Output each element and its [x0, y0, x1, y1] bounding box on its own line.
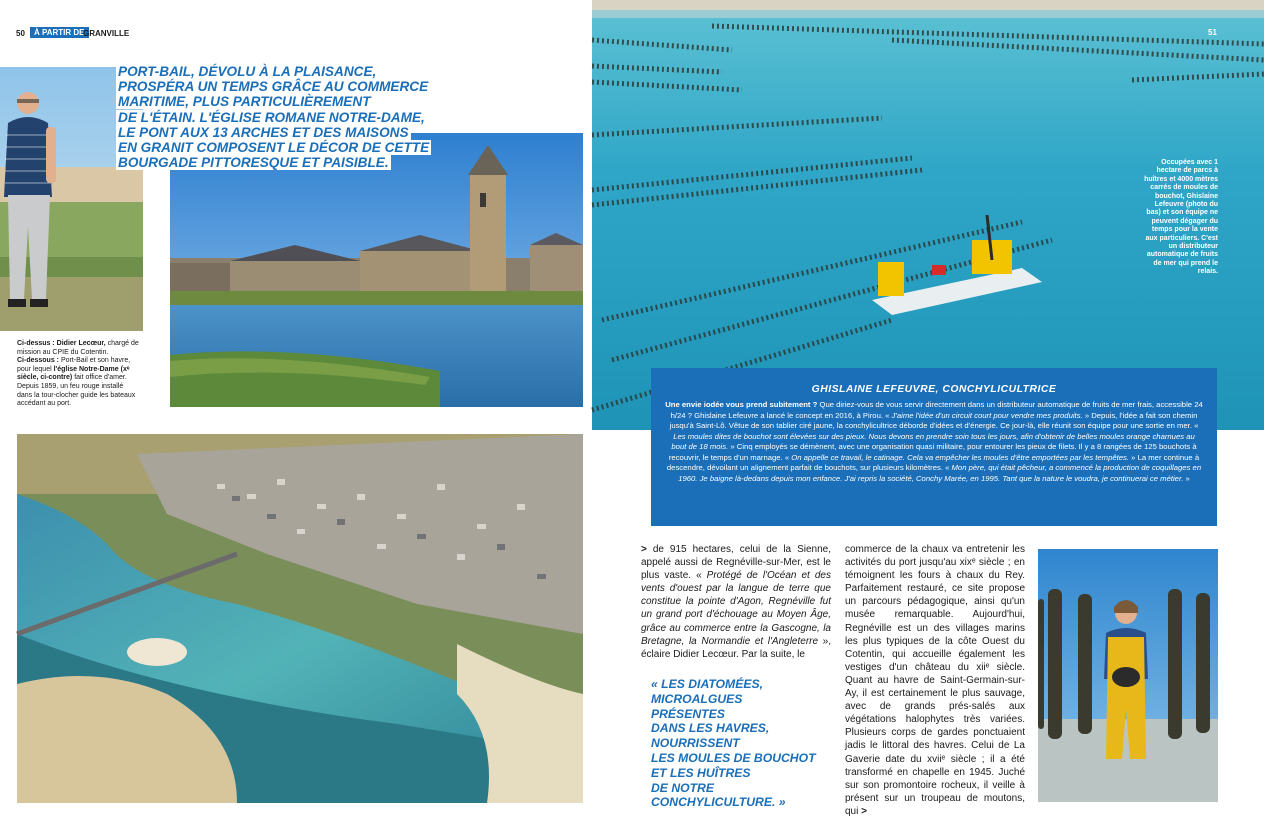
caption-right: Occupées avec 1 hectare de parcs à huîtres et 4000 mètres carrés de moules de bouchot, Ghislaine Lefeuvre (photo du bas) et son équipe ne peuvent dégager du temps pour la vente aux particuliers. C'est un distributeur automatique de fruits de mer qui prend le relais.: [1144, 159, 1218, 276]
box-quote: J'aime l'idée d'un circuit court pour vendre mes produits.: [891, 410, 1083, 420]
headline-line: MARITIME, PLUS PARTICULIÈREMENT: [118, 94, 371, 110]
body-column-1: [641, 543, 831, 661]
section-city: GRANVILLE: [83, 29, 130, 38]
pull-quote-line: DE NOTRE: [651, 780, 714, 795]
pull-quote-line: DANS LES HAVRES,: [651, 721, 770, 736]
caption-text: chargé de mission au CPIE du Cotentin.: [17, 340, 139, 356]
headline-line: BOURGADE PITTORESQUE ET PAISIBLE.: [118, 155, 389, 171]
box-text-part: »: [1183, 473, 1190, 483]
pull-quote-line: NOURRISSENT: [651, 736, 740, 751]
body-text: », éclaire Didier Lecœur. Par la suite, le: [641, 635, 831, 660]
headline-line: PROSPÉRA UN TEMPS GRÂCE AU COMMERCE: [118, 79, 429, 95]
box-text-part: » La mer continue à descendre, dévoilant un alignement parfait de bouchots, sur plusieurs kilomètres. «: [666, 452, 1200, 472]
interview-box: [651, 368, 1217, 526]
continue-arrow: >: [641, 544, 653, 555]
pull-quote-line: MICROALGUES: [651, 691, 743, 706]
page-number-left: 50: [16, 29, 25, 38]
body-quote: Protégé de l'Océan et des vents d'ouest par la langue de terre que constitue la pointe d'Agon, Regnéville fut un grand port d'échouage au Moyen Âge, grâce au commerce entre la Gascogne, la Bretagne, la Normandie et l'Angleterre: [641, 570, 831, 647]
caption-bold: l'église Notre-Dame (xᵉ siècle, ci-contre): [17, 365, 130, 382]
box-text-part: Que diriez-vous de vous servir directement dans un distributeur automatique de fruits de mer frais, accessible 24 h/24 ? Ghislaine Lefeuvre a lancé le concept en 2016, à Pirou. «: [670, 400, 1203, 420]
headline-line: PORT-BAIL, DÉVOLU À LA PLAISANCE,: [118, 64, 377, 79]
box-text-part: » Cinq employés se démènent, avec une organisation quasi militaire, pour entourer les pieux de filets. Il y a 8 rangées de 125 bouchots à recouvrir, le temps d'un marnage. «: [668, 442, 1197, 462]
pull-quote: [651, 677, 833, 810]
caption-bold: Ci-dessous :: [17, 357, 60, 365]
page-number-right: 51: [1208, 28, 1217, 37]
box-text: [665, 400, 1203, 484]
pull-quote-line: LES MOULES DE BOUCHOT: [651, 750, 816, 765]
photo-aerial-havre: [17, 434, 583, 803]
headline-line: LE PONT AUX 13 ARCHES ET DES MAISONS: [118, 124, 409, 140]
pull-quote-line: « LES DIATOMÉES,: [651, 677, 763, 691]
pull-quote-line: CONCHYLICULTURE. »: [651, 795, 786, 810]
caption-bold: Ci-dessus : Didier Lecœur,: [17, 340, 106, 347]
box-text-part: » Depuis, l'idée a fait son chemin jusqu'à Saint-Lô. Vêtue de son tablier ciré jaune, la conchylicultrice déborde d'idées et d'énergie. Ce jour-là, elle réunit son équipe pour une sortie en mer. «: [669, 410, 1199, 430]
caption-left: [17, 340, 140, 409]
photo-portbail-church: [170, 133, 583, 407]
body-text: de 915 hectares, celui de la Sienne, appelé aussi de Regnéville-sur-Mer, est le plus vaste. «: [641, 544, 832, 582]
section-tag: À PARTIR DE: [30, 27, 89, 38]
continue-arrow: >: [858, 805, 867, 817]
headline: [116, 64, 436, 170]
box-quote: Les moules dites de bouchot sont élevées sur des pieux. Nous devons en prendre soin tous les jours, afin d'obtenir de belles moules orange charnues au bout de 18 mois.: [671, 431, 1195, 451]
headline-line: EN GRANIT COMPOSENT LE DÉCOR DE CETTE: [118, 140, 430, 156]
caption-text: fait office d'amer. Depuis 1859, un feu rouge installé dans la tour-clocher guide les bateaux accédant au port.: [17, 374, 136, 408]
caption-text: Port-Bail et son havre, pour lequel: [17, 357, 131, 373]
headline-line: DE L'ÉTAIN. L'ÉGLISE ROMANE NOTRE-DAME,: [118, 109, 425, 125]
body-column-2: [845, 543, 1025, 818]
photo-ghislaine-lefeuvre: [1038, 549, 1218, 802]
body-text: commerce de la chaux va entretenir les activités du port jusqu'au xixᵉ siècle ; en témoignent les fours à chaux du Rey. Parfaitement restauré, ce site propose un parcours pédagogique, ainsi qu'un musée remarquable. Aujourd'hui, Regnéville est un des villages marins les plus typiques de la côte Ouest du Cotentin, qui accueille également les vestiges d'un château du xiiᵉ siècle. Quant au havre de Saint-Germain-sur-Ay, il est certainement le plus sauvage, avec de grands prés-salés aux végétations halophytes très variées. Plusieurs corps de gardes ponctuaient jadis le littoral des havres. Celui de La Gaverie date du xviiᵉ siècle ; il a été transformé en chapelle en 1945. Juché sur son promontoire rocheux, il veille à présent sur un troupeau de moutons, qui: [845, 544, 1025, 817]
box-quote: On appelle ce travail, le catinage. Cela va empêcher les moules d'être emportées par les tempêtes.: [791, 452, 1130, 462]
box-lead: Une envie iodée vous prend subitement ?: [665, 400, 818, 409]
pull-quote-line: PRÉSENTES: [651, 706, 725, 721]
box-title: GHISLAINE LEFEUVRE, CONCHYLICULTRICE: [811, 384, 1057, 395]
pull-quote-line: ET LES HUÎTRES: [651, 765, 751, 780]
box-quote: Mon père, qui était pêcheur, a commencé la production de coquillages en 1960. Je baigne là-dedans depuis mon enfance. J'ai repris la société, Conchy Marée, en 1995. Tant que la nature le voudra, je continuerai ce métier.: [678, 463, 1202, 483]
